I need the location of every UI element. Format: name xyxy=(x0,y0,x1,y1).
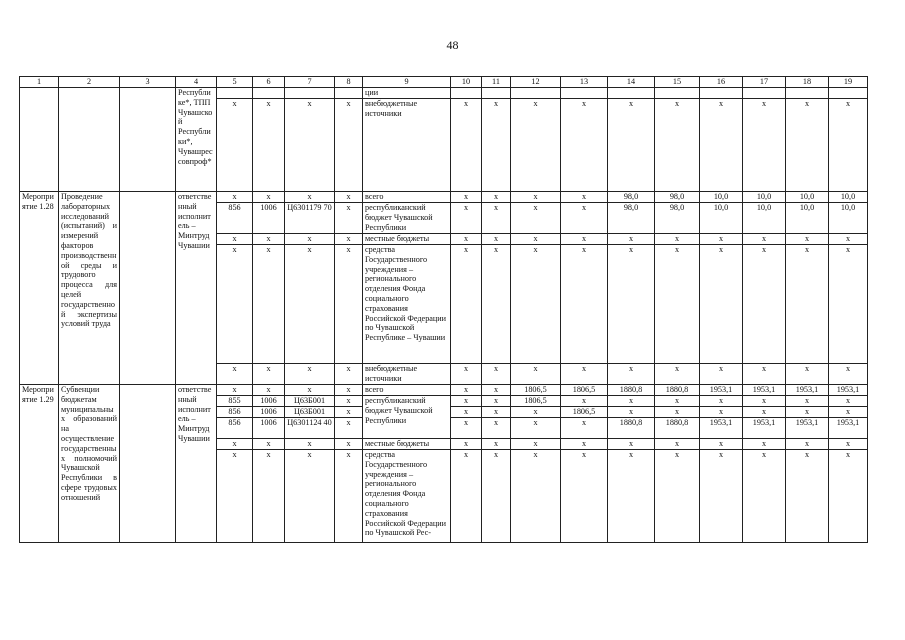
column-header: 9 xyxy=(363,77,451,88)
source-cell: местные бюджеты xyxy=(363,439,451,450)
table-cell: х xyxy=(482,234,511,245)
column-header: 10 xyxy=(451,77,482,88)
table-cell: х xyxy=(285,450,335,543)
table-cell: х xyxy=(743,234,786,245)
value-cell: 1880,8 xyxy=(655,385,700,396)
value-cell: х xyxy=(482,439,511,450)
value-cell: х xyxy=(451,385,482,396)
executor-cell: ответственный исполнитель – Минтруд Чувашии xyxy=(176,385,217,543)
table-cell: 98,0 xyxy=(655,192,700,203)
value-cell: 1806,5 xyxy=(561,407,608,418)
table-cell: 10,0 xyxy=(743,192,786,203)
value-cell: х xyxy=(482,418,511,439)
table-cell: х xyxy=(655,245,700,364)
source-cell: внебюджетные источники xyxy=(363,364,451,385)
column-header: 7 xyxy=(285,77,335,88)
table-cell: 98,0 xyxy=(655,203,700,234)
measure-title: Проведение лабораторных исследований (испытаний) и измерений факторов производственной среды и трудового процесса для целей государственной экспертизы условий труда xyxy=(59,192,120,385)
value-cell: х xyxy=(511,450,561,543)
table-cell: х xyxy=(285,245,335,364)
table-cell: х xyxy=(253,99,285,192)
table-cell: х xyxy=(700,364,743,385)
value-cell: 1953,1 xyxy=(786,385,829,396)
column-header: 13 xyxy=(561,77,608,88)
value-cell: х xyxy=(829,407,868,418)
table-cell xyxy=(482,88,511,99)
page-number: 48 xyxy=(446,38,459,52)
table-cell: х xyxy=(700,245,743,364)
value-cell: х xyxy=(743,450,786,543)
value-cell: х xyxy=(786,407,829,418)
measure-label: Мероприятие 1.29 xyxy=(20,385,59,543)
table-cell: х xyxy=(482,203,511,234)
table-cell: х xyxy=(829,364,868,385)
table-cell: х xyxy=(451,234,482,245)
table-cell xyxy=(829,88,868,99)
value-cell: 1953,1 xyxy=(829,385,868,396)
source-cell: республиканский бюджет Чувашской Республики xyxy=(363,203,451,234)
value-cell: 1953,1 xyxy=(786,418,829,439)
table-cell: х xyxy=(511,245,561,364)
table-cell: х xyxy=(335,407,363,418)
value-cell: х xyxy=(786,439,829,450)
table-cell: х xyxy=(217,385,253,396)
source-cell: средства Государственного учреждения – регионального отделения Фонда социального страхования Российской Федерации по Чувашской Республике – Чувашии xyxy=(363,245,451,364)
table-cell: х xyxy=(217,99,253,192)
table-cell: 10,0 xyxy=(786,203,829,234)
table-cell: х xyxy=(217,450,253,543)
table-cell: 10,0 xyxy=(743,203,786,234)
value-cell: х xyxy=(700,407,743,418)
table-cell xyxy=(120,385,176,543)
column-header: 12 xyxy=(511,77,561,88)
table-cell: 856 xyxy=(217,407,253,418)
value-cell: х xyxy=(482,385,511,396)
table-cell: х xyxy=(335,203,363,234)
value-cell: х xyxy=(511,407,561,418)
table-cell: х xyxy=(655,364,700,385)
executor-cell: ответственный исполнитель – Минтруд Чувашии xyxy=(176,192,217,385)
source-cell: республиканский бюджет Чувашской Республики xyxy=(363,396,451,439)
source-cell: всего xyxy=(363,192,451,203)
value-cell: х xyxy=(608,439,655,450)
value-cell: 1953,1 xyxy=(743,385,786,396)
table-cell: х xyxy=(253,245,285,364)
table-cell: 10,0 xyxy=(829,203,868,234)
table-cell: х xyxy=(511,99,561,192)
source-cell: всего xyxy=(363,385,451,396)
value-cell: х xyxy=(511,439,561,450)
value-cell: х xyxy=(608,407,655,418)
executor-cell: Республике*, ТПП Чувашской Республики*, Чувашрессовпроф* xyxy=(176,88,217,192)
table-cell: х xyxy=(786,364,829,385)
table-cell: х xyxy=(743,99,786,192)
table-cell xyxy=(285,88,335,99)
column-header: 11 xyxy=(482,77,511,88)
value-cell: х xyxy=(786,450,829,543)
value-cell: 1806,5 xyxy=(561,385,608,396)
value-cell: х xyxy=(451,439,482,450)
column-header: 2 xyxy=(59,77,120,88)
column-header: 6 xyxy=(253,77,285,88)
value-cell: х xyxy=(511,418,561,439)
table-cell: 98,0 xyxy=(608,203,655,234)
value-cell: х xyxy=(700,439,743,450)
table-cell: 1006 xyxy=(253,418,285,439)
value-cell: х xyxy=(700,450,743,543)
column-header: 15 xyxy=(655,77,700,88)
table-cell: х xyxy=(511,203,561,234)
table-cell: х xyxy=(451,203,482,234)
table-cell: 10,0 xyxy=(829,192,868,203)
table-cell: х xyxy=(451,192,482,203)
table-cell: х xyxy=(511,192,561,203)
value-cell: х xyxy=(700,396,743,407)
table-cell: х xyxy=(217,439,253,450)
table-cell: х xyxy=(608,99,655,192)
value-cell: х xyxy=(829,396,868,407)
table-cell: 10,0 xyxy=(700,203,743,234)
column-header: 16 xyxy=(700,77,743,88)
table-cell: х xyxy=(285,364,335,385)
column-header: 4 xyxy=(176,77,217,88)
value-cell: 1953,1 xyxy=(700,418,743,439)
value-cell: х xyxy=(743,407,786,418)
value-cell: 1953,1 xyxy=(829,418,868,439)
table-row xyxy=(20,88,868,99)
table-cell: х xyxy=(608,234,655,245)
table-cell: Ц63Б001 xyxy=(285,407,335,418)
table-cell: 1006 xyxy=(253,407,285,418)
table-cell: х xyxy=(217,192,253,203)
column-header: 5 xyxy=(217,77,253,88)
table-cell: х xyxy=(511,234,561,245)
value-cell: х xyxy=(561,450,608,543)
value-cell: х xyxy=(561,418,608,439)
table-cell xyxy=(20,88,59,192)
table-cell: х xyxy=(786,234,829,245)
table-cell: х xyxy=(335,192,363,203)
table-cell: х xyxy=(253,192,285,203)
value-cell: х xyxy=(655,439,700,450)
header-row xyxy=(20,77,868,88)
table-cell: 10,0 xyxy=(700,192,743,203)
table-cell: х xyxy=(285,439,335,450)
table-cell: х xyxy=(335,234,363,245)
value-cell: х xyxy=(743,439,786,450)
table-cell xyxy=(511,88,561,99)
table-cell: х xyxy=(335,450,363,543)
table-cell: х xyxy=(743,364,786,385)
value-cell: х xyxy=(608,396,655,407)
value-cell: х xyxy=(786,396,829,407)
table-cell: х xyxy=(700,99,743,192)
value-cell: х xyxy=(451,418,482,439)
table-cell: х xyxy=(253,450,285,543)
table-cell xyxy=(217,88,253,99)
table-cell: х xyxy=(217,364,253,385)
column-header: 8 xyxy=(335,77,363,88)
table-cell: х xyxy=(335,245,363,364)
value-cell: 1806,5 xyxy=(511,396,561,407)
table-cell xyxy=(786,88,829,99)
table-cell: 856 xyxy=(217,418,253,439)
value-cell: 1880,8 xyxy=(655,418,700,439)
value-cell: х xyxy=(829,439,868,450)
value-cell: х xyxy=(608,450,655,543)
source-cell: местные бюджеты xyxy=(363,234,451,245)
table-cell: х xyxy=(482,245,511,364)
table-cell: х xyxy=(335,439,363,450)
table-cell: 856 xyxy=(217,203,253,234)
table-cell: х xyxy=(451,99,482,192)
table-cell xyxy=(743,88,786,99)
column-header: 3 xyxy=(120,77,176,88)
table-cell: х xyxy=(482,364,511,385)
table-cell: х xyxy=(451,245,482,364)
table-cell: х xyxy=(285,385,335,396)
table-cell: х xyxy=(829,245,868,364)
table-cell: 1006 xyxy=(253,203,285,234)
table-cell: 855 xyxy=(217,396,253,407)
table-cell: х xyxy=(561,364,608,385)
table-cell: х xyxy=(253,234,285,245)
value-cell: х xyxy=(829,450,868,543)
value-cell: х xyxy=(482,396,511,407)
table-cell xyxy=(561,88,608,99)
measure-title: Субвенции бюджетам муниципальных образований на осуществление государственных полномочий Чувашской Республики в сфере трудовых отношений xyxy=(59,385,120,543)
table-cell: 10,0 xyxy=(786,192,829,203)
table-cell: х xyxy=(482,99,511,192)
table-cell: х xyxy=(608,364,655,385)
column-header: 19 xyxy=(829,77,868,88)
table-cell: 98,0 xyxy=(608,192,655,203)
table-cell: х xyxy=(655,99,700,192)
column-header: 14 xyxy=(608,77,655,88)
table-cell: Ц6301179 70 xyxy=(285,203,335,234)
table-cell xyxy=(120,192,176,385)
table-cell xyxy=(335,88,363,99)
table-cell xyxy=(608,88,655,99)
table-cell xyxy=(59,88,120,192)
measure-label: Мероприятие 1.28 xyxy=(20,192,59,385)
table-cell: х xyxy=(253,439,285,450)
table-cell: х xyxy=(253,364,285,385)
column-header: 1 xyxy=(20,77,59,88)
value-cell: х xyxy=(655,450,700,543)
value-cell: х xyxy=(561,439,608,450)
value-cell: х xyxy=(482,450,511,543)
table-cell: х xyxy=(829,234,868,245)
table-cell: Ц6301124 40 xyxy=(285,418,335,439)
value-cell: 1880,8 xyxy=(608,418,655,439)
table-cell: х xyxy=(335,418,363,439)
table-cell: х xyxy=(786,99,829,192)
table-cell: х xyxy=(561,192,608,203)
value-cell: 1880,8 xyxy=(608,385,655,396)
table-row xyxy=(20,385,868,396)
value-cell: 1806,5 xyxy=(511,385,561,396)
table-cell xyxy=(253,88,285,99)
table-cell: х xyxy=(511,364,561,385)
source-cell: внебюджетные источники xyxy=(363,99,451,192)
value-cell: 1953,1 xyxy=(743,418,786,439)
column-header: 17 xyxy=(743,77,786,88)
value-cell: х xyxy=(655,407,700,418)
value-cell: 1953,1 xyxy=(700,385,743,396)
value-cell: х xyxy=(655,396,700,407)
table-cell: х xyxy=(608,245,655,364)
table-cell: х xyxy=(335,396,363,407)
table-cell: х xyxy=(217,234,253,245)
table-cell: х xyxy=(829,99,868,192)
table-cell: х xyxy=(285,99,335,192)
table-cell xyxy=(700,88,743,99)
table-cell: х xyxy=(700,234,743,245)
table-cell: х xyxy=(482,192,511,203)
table-cell: х xyxy=(285,234,335,245)
program-table xyxy=(19,76,868,543)
value-cell: х xyxy=(743,396,786,407)
table-cell xyxy=(120,88,176,192)
value-cell: х xyxy=(451,407,482,418)
table-cell: х xyxy=(285,192,335,203)
value-cell: х xyxy=(482,407,511,418)
table-cell: х xyxy=(655,234,700,245)
table-cell: х xyxy=(451,364,482,385)
table-cell: х xyxy=(335,99,363,192)
table-row xyxy=(20,192,868,203)
table-cell xyxy=(655,88,700,99)
column-header: 18 xyxy=(786,77,829,88)
table-cell: х xyxy=(335,364,363,385)
table-cell: х xyxy=(253,385,285,396)
value-cell: х xyxy=(451,450,482,543)
table-cell: х xyxy=(561,245,608,364)
table-cell: х xyxy=(743,245,786,364)
value-cell: х xyxy=(561,396,608,407)
table-cell: х xyxy=(335,385,363,396)
table-cell: х xyxy=(561,234,608,245)
table-cell xyxy=(451,88,482,99)
table-cell: х xyxy=(217,245,253,364)
table-cell: х xyxy=(561,203,608,234)
value-cell: х xyxy=(451,396,482,407)
table-cell: х xyxy=(561,99,608,192)
table-cell: 1006 xyxy=(253,396,285,407)
table-cell: х xyxy=(786,245,829,364)
source-cell: ции xyxy=(363,88,451,99)
source-cell: средства Государственного учреждения – регионального отделения Фонда социального страхования Российской Федерации по Чувашской Рес- xyxy=(363,450,451,543)
table-cell: Ц63Б001 xyxy=(285,396,335,407)
